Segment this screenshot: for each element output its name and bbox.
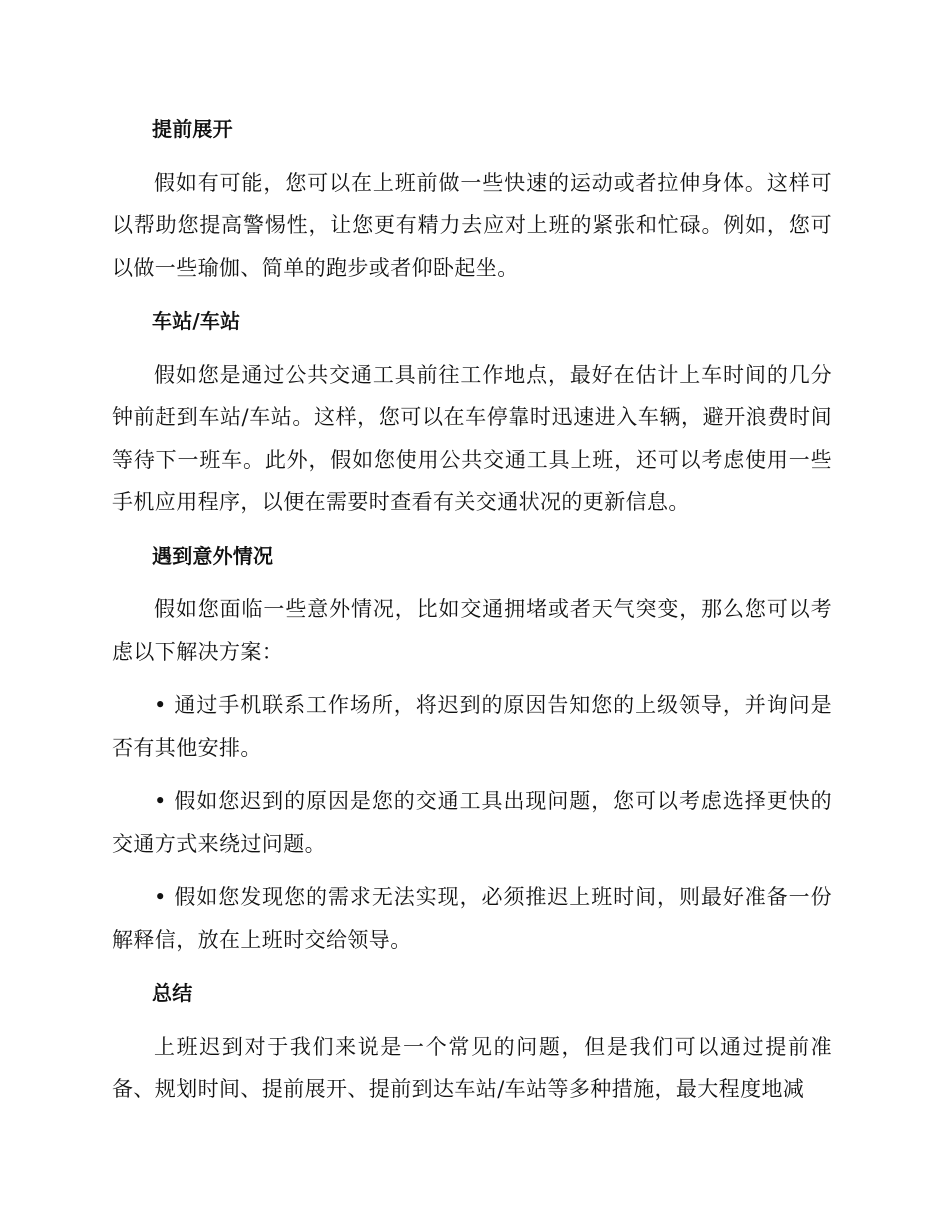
paragraph-summary: 上班迟到对于我们来说是一个常见的问题，但是我们可以通过提前准备、规划时间、提前展开、提前到达车站/车站等多种措施，最大程度地减 [112, 1034, 832, 1101]
bullet-item-contact-workplace: • 通过手机联系工作场所，将迟到的原因告知您的上级领导，并询问是否有其他安排。 [112, 693, 832, 760]
section-heading-station: 车站/车站 [152, 309, 241, 333]
section-heading-unexpected: 遇到意外情况 [152, 543, 274, 568]
document-body [112, 108, 832, 1122]
paragraph-warmup: 假如有可能，您可以在上班前做一些快速的运动或者拉伸身体。这样可以帮助您提高警惕性，让您更有精力去应对上班的紧张和忙碌。例如，您可以做一些瑜伽、简单的跑步或者仰卧起坐。 [112, 170, 832, 280]
bullet-item-explanation-letter: • 假如您发现您的需求无法实现，必须推迟上班时间，则最好准备一份解释信，放在上班时交给领导。 [112, 885, 832, 952]
bullet-item-faster-transport: • 假如您迟到的原因是您的交通工具出现问题，您可以考虑选择更快的交通方式来绕过问题。 [112, 789, 832, 856]
section-heading-warmup: 提前展开 [152, 117, 233, 141]
section-heading-summary: 总结 [152, 981, 193, 1005]
paragraph-unexpected-intro: 假如您面临一些意外情况，比如交通拥堵或者天气突变，那么您可以考虑以下解决方案： [112, 597, 832, 664]
paragraph-station: 假如您是通过公共交通工具前往工作地点，最好在估计上车时间的几分钟前赶到车站/车站。这样，您可以在车停靠时迅速进入车辆，避开浪费时间等待下一班车。此外，假如您使用公共交通工具上班，还可以考虑使用一些手机应用程序，以便在需要时查看有关交通状况的更新信息。 [112, 362, 832, 514]
